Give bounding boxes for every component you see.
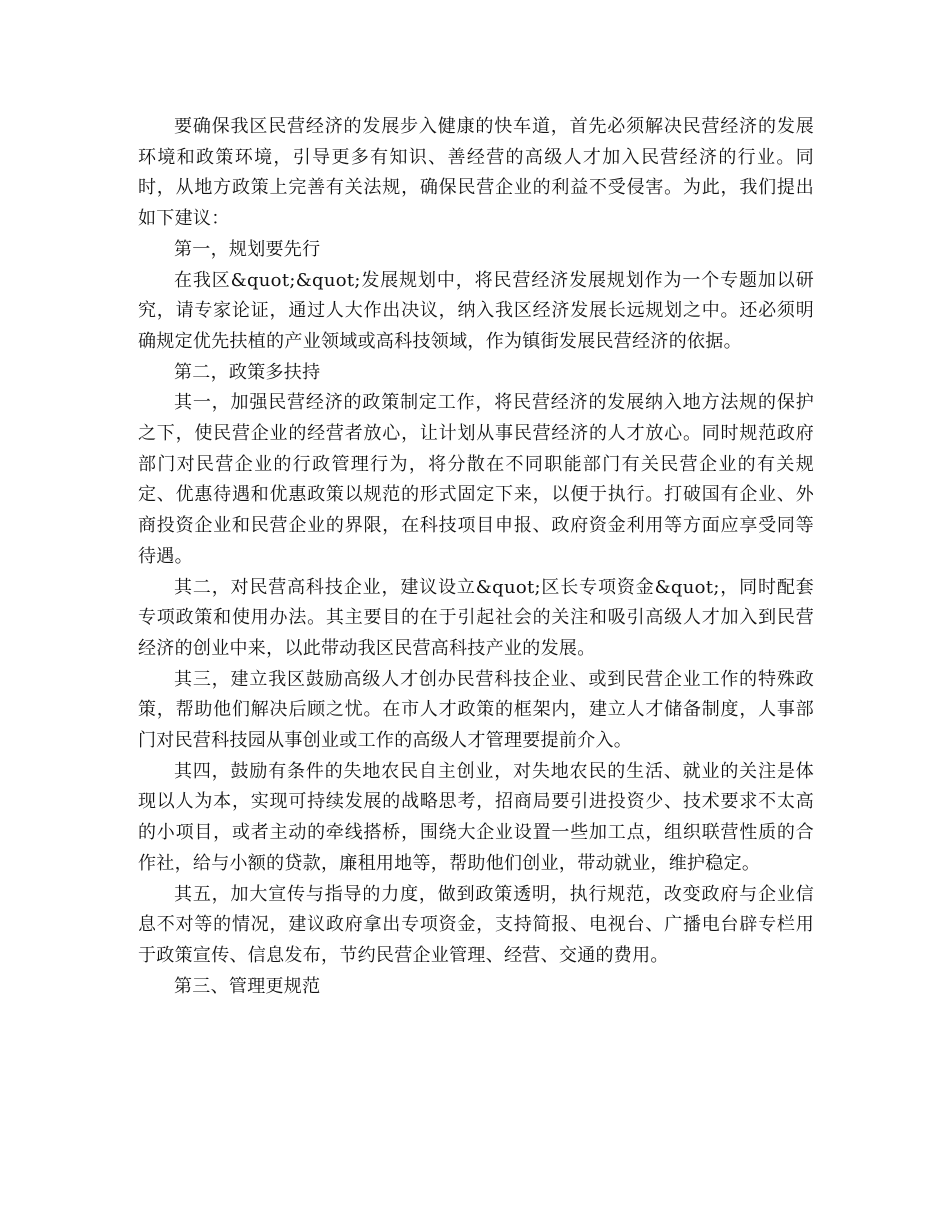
paragraph-policy-2: 其二，对民营高科技企业，建议设立&quot;区长专项资金&quot;，同时配套专项政策和使用办法。其主要目的在于引起社会的关注和吸引高级人才加入到民营经济的创业中来，以此带动我区民营高科技产业的发展。 [138, 576, 814, 659]
paragraph-policy-3: 其三，建立我区鼓励高级人才创办民营科技企业、或到民营企业工作的特殊政策，帮助他们解决后顾之忧。在市人才政策的框架内，建立人才储备制度，人事部门对民营科技园从事创业或工作的高级人才管理要提前介入。 [138, 668, 814, 752]
paragraph-policy-5: 其五，加大宣传与指导的力度，做到政策透明，执行规范，改变政府与企业信息不对等的情况，建议政府拿出专项资金，支持简报、电视台、广播电台辟专栏用于政策宣传、信息发布，节约民营企业管理、经营、交通的费用。 [138, 883, 814, 966]
paragraph-planning: 在我区&quot;&quot;发展规划中，将民营经济发展规划作为一个专题加以研究，请专家论证，通过人大作出决议，纳入我区经济发展长远规划之中。还必须明确规定优先扶植的产业领域或高科技领域，作为镇街发展民营经济的依据。 [138, 269, 814, 352]
paragraph-policy-4: 其四，鼓励有条件的失地农民自主创业，对失地农民的生活、就业的关注是体现以人为本，实现可持续发展的战略思考，招商局要引进投资少、技术要求不太高的小项目，或者主动的牵线搭桥，围绕大企业设置一些加工点，组织联营性质的合作社，给与小额的贷款，廉租用地等，帮助他们创业，带动就业，维护稳定。 [138, 760, 814, 874]
paragraph-policy-1: 其一，加强民营经济的政策制定工作，将民营经济的发展纳入地方法规的保护之下，使民营企业的经营者放心，让计划从事民营经济的人才放心。同时规范政府部门对民营企业的行政管理行为，将分散在不同职能部门有关民营企业的有关规定、优惠待遇和优惠政策以规范的形式固定下来，以便于执行。打破国有企业、外商投资企业和民营企业的界限，在科技项目申报、政府资金利用等方面应享受同等待遇。 [138, 392, 814, 567]
heading-first-planning: 第一，规划要先行 [174, 238, 321, 260]
heading-second-policy: 第二，政策多扶持 [174, 361, 321, 383]
heading-third-management: 第三、管理更规范 [174, 975, 321, 997]
paragraph-intro: 要确保我区民营经济的发展步入健康的快车道，首先必须解决民营经济的发展环境和政策环境，引导更多有知识、善经营的高级人才加入民营经济的行业。同时，从地方政策上完善有关法规，确保民营企业的利益不受侵害。为此，我们提出如下建议： [138, 116, 814, 230]
document-body [138, 112, 814, 1002]
